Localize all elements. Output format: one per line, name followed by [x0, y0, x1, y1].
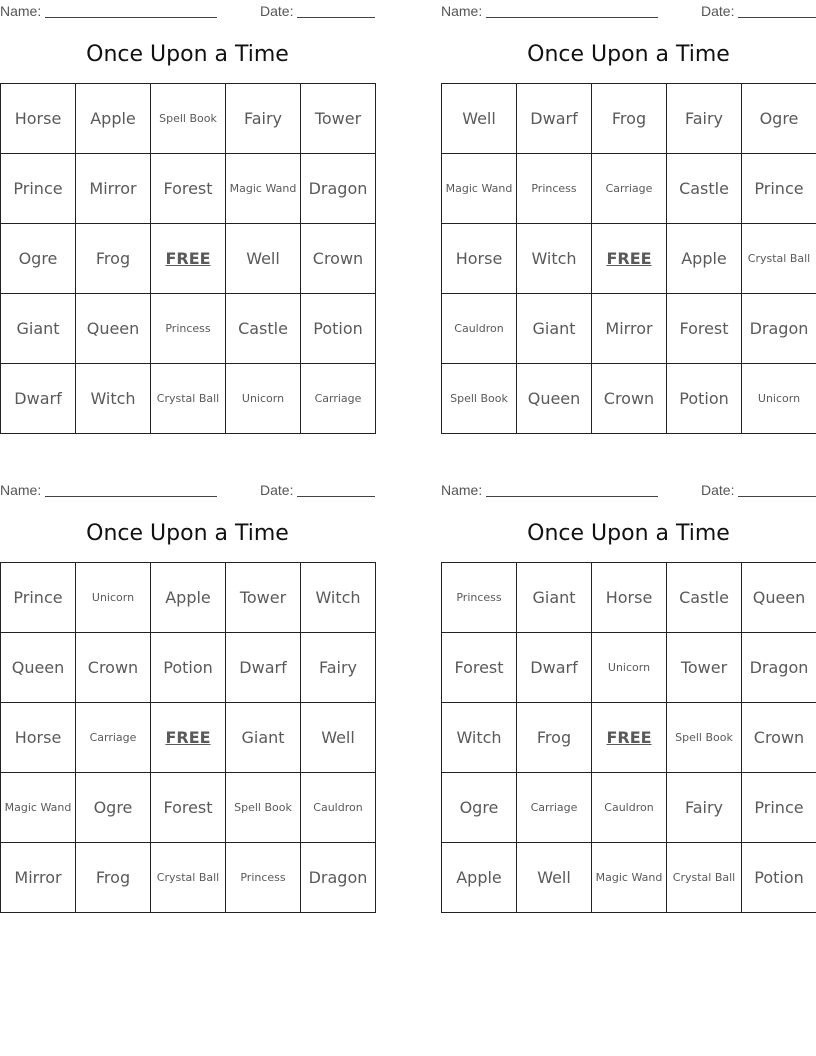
date-blank-line: [297, 496, 375, 497]
name-label: Name:: [0, 482, 42, 498]
grid-row: [1, 633, 376, 703]
grid-row: [1, 843, 376, 913]
bingo-cell: Magic Wand: [226, 154, 301, 224]
grid-row: [442, 294, 816, 364]
grid-row: [1, 364, 376, 434]
bingo-cell: Dwarf: [226, 633, 301, 703]
bingo-cell: Unicorn: [76, 563, 151, 633]
grid-row: [442, 843, 816, 913]
date-label: Date:: [260, 3, 294, 19]
bingo-cell: Tower: [226, 563, 301, 633]
bingo-cell: Magic Wand: [442, 154, 517, 224]
bingo-cell: Unicorn: [592, 633, 667, 703]
bingo-cell: Ogre: [76, 773, 151, 843]
name-date-row: [0, 0, 375, 22]
free-space-cell: FREE: [592, 703, 667, 773]
bingo-card: [0, 0, 375, 434]
name-date-row: [441, 0, 816, 22]
bingo-card: [441, 479, 816, 913]
bingo-cell: Forest: [442, 633, 517, 703]
date-label: Date:: [260, 482, 294, 498]
date-label: Date:: [701, 3, 735, 19]
bingo-cell: Spell Book: [226, 773, 301, 843]
date-label: Date:: [701, 482, 735, 498]
bingo-cell: Horse: [1, 84, 76, 154]
bingo-cell: Well: [226, 224, 301, 294]
bingo-grid: [0, 83, 376, 434]
name-date-row: [0, 479, 375, 501]
grid-row: [442, 703, 816, 773]
bingo-cell: Carriage: [76, 703, 151, 773]
bingo-cell: Well: [442, 84, 517, 154]
bingo-grid: [0, 562, 376, 913]
bingo-cell: Mirror: [1, 843, 76, 913]
grid-row: [1, 154, 376, 224]
bingo-cell: Dragon: [742, 294, 816, 364]
bingo-cell: Crown: [742, 703, 816, 773]
bingo-cell: Giant: [517, 294, 592, 364]
card-title: Once Upon a Time: [527, 521, 730, 546]
date-blank-line: [297, 17, 375, 18]
bingo-cell: Giant: [517, 563, 592, 633]
bingo-cell: Well: [301, 703, 376, 773]
bingo-cell: Tower: [301, 84, 376, 154]
bingo-cell: Queen: [1, 633, 76, 703]
card-title: Once Upon a Time: [86, 42, 289, 67]
free-space-cell: FREE: [592, 224, 667, 294]
grid-row: [1, 703, 376, 773]
bingo-cell: Witch: [517, 224, 592, 294]
bingo-cell: Castle: [667, 154, 742, 224]
bingo-cell: Princess: [442, 563, 517, 633]
bingo-cell: Horse: [1, 703, 76, 773]
bingo-cell: Potion: [301, 294, 376, 364]
bingo-cell: Crystal Ball: [151, 843, 226, 913]
bingo-cell: Carriage: [301, 364, 376, 434]
bingo-cell: Cauldron: [301, 773, 376, 843]
bingo-cell: Queen: [517, 364, 592, 434]
grid-row: [442, 364, 816, 434]
bingo-cell: Magic Wand: [592, 843, 667, 913]
bingo-cell: Crown: [592, 364, 667, 434]
bingo-cell: Dwarf: [1, 364, 76, 434]
grid-row: [442, 84, 816, 154]
bingo-cell: Unicorn: [742, 364, 816, 434]
bingo-cell: Mirror: [76, 154, 151, 224]
bingo-cell: Queen: [76, 294, 151, 364]
bingo-cell: Horse: [442, 224, 517, 294]
grid-row: [442, 154, 816, 224]
date-blank-line: [738, 496, 816, 497]
bingo-cell: Apple: [442, 843, 517, 913]
bingo-cell: Dragon: [301, 843, 376, 913]
grid-row: [1, 773, 376, 843]
grid-row: [442, 633, 816, 703]
bingo-cell: Dwarf: [517, 633, 592, 703]
bingo-cell: Spell Book: [442, 364, 517, 434]
bingo-cell: Ogre: [442, 773, 517, 843]
grid-row: [1, 224, 376, 294]
name-date-row: [441, 479, 816, 501]
bingo-cell: Prince: [1, 563, 76, 633]
bingo-card: [441, 0, 816, 434]
bingo-cell: Frog: [592, 84, 667, 154]
grid-row: [442, 224, 816, 294]
bingo-cell: Frog: [76, 843, 151, 913]
bingo-card: [0, 479, 375, 913]
bingo-cell: Giant: [226, 703, 301, 773]
bingo-grid: [441, 562, 816, 913]
grid-row: [1, 294, 376, 364]
bingo-cell: Potion: [667, 364, 742, 434]
bingo-cell: Frog: [76, 224, 151, 294]
bingo-cell: Dragon: [742, 633, 816, 703]
grid-row: [1, 84, 376, 154]
bingo-cell: Ogre: [1, 224, 76, 294]
bingo-cell: Fairy: [667, 84, 742, 154]
name-label: Name:: [0, 3, 42, 19]
bingo-cell: Forest: [667, 294, 742, 364]
bingo-cell: Castle: [226, 294, 301, 364]
free-space-cell: FREE: [151, 703, 226, 773]
name-blank-line: [486, 17, 658, 18]
bingo-cell: Well: [517, 843, 592, 913]
card-title: Once Upon a Time: [527, 42, 730, 67]
bingo-cell: Princess: [517, 154, 592, 224]
name-blank-line: [45, 496, 217, 497]
bingo-cell: Queen: [742, 563, 816, 633]
bingo-cell: Giant: [1, 294, 76, 364]
bingo-cell: Dwarf: [517, 84, 592, 154]
bingo-cell: Apple: [151, 563, 226, 633]
bingo-cell: Witch: [442, 703, 517, 773]
bingo-cell: Apple: [76, 84, 151, 154]
name-label: Name:: [441, 482, 483, 498]
bingo-cell: Crystal Ball: [667, 843, 742, 913]
card-title: Once Upon a Time: [86, 521, 289, 546]
bingo-cell: Prince: [1, 154, 76, 224]
bingo-cell: Unicorn: [226, 364, 301, 434]
bingo-grid: [441, 83, 816, 434]
bingo-cell: Ogre: [742, 84, 816, 154]
free-space-cell: FREE: [151, 224, 226, 294]
bingo-cell: Magic Wand: [1, 773, 76, 843]
bingo-cell: Carriage: [517, 773, 592, 843]
bingo-cell: Cauldron: [592, 773, 667, 843]
bingo-cell: Prince: [742, 154, 816, 224]
bingo-cell: Forest: [151, 773, 226, 843]
bingo-cell: Prince: [742, 773, 816, 843]
bingo-cell: Fairy: [667, 773, 742, 843]
bingo-cell: Tower: [667, 633, 742, 703]
bingo-cell: Princess: [226, 843, 301, 913]
bingo-cell: Crown: [76, 633, 151, 703]
bingo-cell: Crystal Ball: [151, 364, 226, 434]
bingo-cell: Spell Book: [151, 84, 226, 154]
name-blank-line: [486, 496, 658, 497]
bingo-cell: Apple: [667, 224, 742, 294]
grid-row: [1, 563, 376, 633]
date-blank-line: [738, 17, 816, 18]
bingo-cell: Carriage: [592, 154, 667, 224]
grid-row: [442, 563, 816, 633]
bingo-cell: Princess: [151, 294, 226, 364]
bingo-cell: Dragon: [301, 154, 376, 224]
bingo-cell: Mirror: [592, 294, 667, 364]
bingo-cell: Potion: [151, 633, 226, 703]
name-blank-line: [45, 17, 217, 18]
bingo-cell: Frog: [517, 703, 592, 773]
bingo-cell: Castle: [667, 563, 742, 633]
bingo-cell: Potion: [742, 843, 816, 913]
bingo-cell: Crown: [301, 224, 376, 294]
grid-row: [442, 773, 816, 843]
bingo-cell: Horse: [592, 563, 667, 633]
bingo-cell: Witch: [301, 563, 376, 633]
bingo-cell: Cauldron: [442, 294, 517, 364]
bingo-cell: Forest: [151, 154, 226, 224]
bingo-cell: Fairy: [301, 633, 376, 703]
name-label: Name:: [441, 3, 483, 19]
bingo-cell: Crystal Ball: [742, 224, 816, 294]
bingo-cell: Fairy: [226, 84, 301, 154]
bingo-cell: Spell Book: [667, 703, 742, 773]
bingo-cell: Witch: [76, 364, 151, 434]
